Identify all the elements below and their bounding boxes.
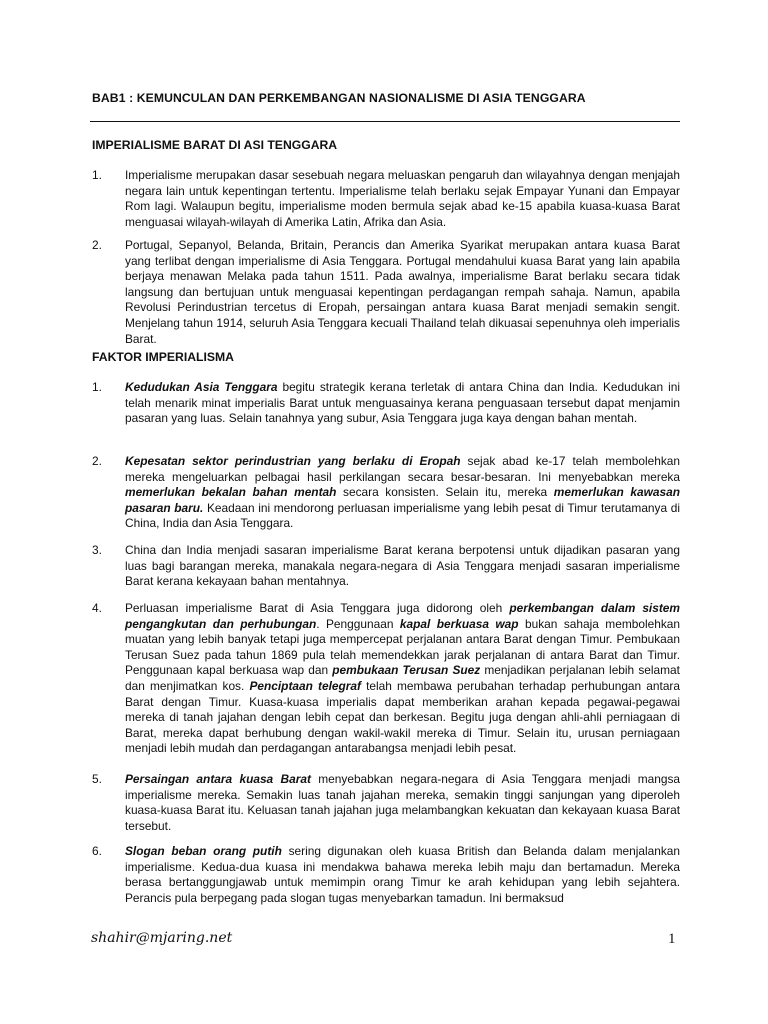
text-run: Perluasan imperialisme Barat di Asia Tenggara juga didorong oleh — [125, 601, 510, 615]
paragraph-text — [125, 168, 680, 230]
text-run: bukan sahaja membolehkan muatan yang lebih banyak tetapi juga mempercepat perjalanan antara Barat dengan Timur. Pembukaan Terusan Suez pada tahun 1869 pula telah memendekkan jarak perjalanan di antara Barat dan Timur. Penggunaan kapal berkuasa wap dan — [125, 616, 680, 678]
text-run: begitu strategik kerana terletak di antara China dan India. Kedudukan ini telah menarik minat imperialis Barat untuk menguasainya kerana penguasaan tersebut dapat menjamin pasaran yang luas. Selain tanahnya yang subur, Asia Tenggara juga kaya dengan bahan mentah. — [125, 380, 680, 426]
paragraph-imperialisme-1 — [92, 168, 680, 230]
item-number: 1. — [92, 168, 102, 182]
emphasized-term: Penciptaan telegraf — [249, 678, 361, 693]
item-number: 3. — [92, 543, 102, 557]
emphasized-term: memerlukan kawasan pasaran baru. — [125, 485, 680, 515]
text-run: sering digunakan oleh kuasa British dan Belanda dalam menjalankan imperialisme. Kedua-dua kuasa ini mendakwa bahawa mereka lebih maju dan bertamadun. Mereka berasa bertanggungjawab untuk memimpin orang Timur ke arah kehidupan yang lebih sejahtera. Perancis pula berpegang pada slogan tugas menyebarkan tamadun. Ini bermaksud — [125, 844, 680, 905]
paragraph-faktor-3 — [92, 543, 680, 590]
item-number: 4. — [92, 601, 102, 615]
text-run: Imperialisme merupakan dasar sesebuah negara meluaskan pengaruh dan wilayahnya dengan menjajah negara lain untuk kepentingan tertentu. Imperialisme telah berlaku sejak Empayar Yunani dan Empayar Rom lagi. Walaupun begitu, imperialisme moden bermula sejak abad ke-15 apabila kuasa-kuasa Barat menguasai wilayah-wilayah di Amerika Latin, Afrika dan Asia. — [125, 168, 680, 229]
paragraph-faktor-4 — [92, 601, 680, 757]
paragraph-text — [125, 543, 680, 590]
title-divider — [90, 121, 680, 122]
paragraph-faktor-1 — [92, 380, 680, 427]
paragraph-text — [125, 601, 680, 757]
emphasized-term: Kedudukan Asia Tenggara — [125, 380, 278, 394]
text-run: sejak abad ke-17 telah membolehkan mereka mengeluarkan pelbagai hasil perkilangan secara besar-besaran. Ini menyebabkan mereka — [125, 454, 680, 484]
paragraph-text — [125, 844, 680, 906]
document-title: BAB1 : KEMUNCULAN DAN PERKEMBANGAN NASIONALISME DI ASIA TENGGARA — [92, 91, 586, 105]
text-run: menyebabkan negara-negara di Asia Tenggara menjadi mangsa imperialisme mereka. Semakin luas tanah jajahan mereka, semakin tinggi sanjungan yang diperoleh kuasa-kuasa Barat itu. Keluasan tanah jajahan juga melambangkan kekuatan dan kekayaan kuasa Barat tersebut. — [125, 772, 681, 833]
paragraph-text — [125, 454, 680, 532]
text-run: menjadikan perjalanan lebih selamat dan menjimatkan kos. — [125, 663, 680, 693]
item-number: 1. — [92, 380, 102, 394]
emphasized-term: perkembangan dalam sistem pengangkutan dan perhubungan — [125, 601, 680, 631]
item-number: 5. — [92, 772, 102, 786]
emphasized-term: memerlukan bekalan bahan mentah — [125, 485, 337, 500]
paragraph-faktor-2 — [92, 454, 680, 532]
text-run: China dan India menjadi sasaran imperialisme Barat kerana berpotensi untuk dijadikan pasaran yang luas bagi barangan mereka, manakala negara-negara di Asia Tenggara menjadi sasaran imperialisme Barat kerana kekayaan bahan mentahnya. — [125, 543, 680, 589]
text-run: Keadaan ini mendorong perluasan imperialisme yang lebih pesat di Timur terutamanya di China, India dan Asia Tenggara. — [125, 500, 680, 531]
page-number: 1 — [668, 931, 676, 947]
paragraph-imperialisme-2 — [92, 238, 680, 347]
section-heading-imperialisme: IMPERIALISME BARAT DI ASI TENGGARA — [92, 138, 338, 152]
emphasized-term: Kepesatan sektor perindustrian yang berlaku di Eropah — [125, 454, 461, 468]
item-number: 6. — [92, 844, 102, 858]
item-number: 2. — [92, 454, 102, 468]
paragraph-text — [125, 238, 680, 347]
paragraph-faktor-6 — [92, 844, 680, 906]
text-run: . Penggunaan — [316, 616, 400, 631]
footer-email: shahir@mjaring.net — [91, 930, 233, 946]
section-heading-faktor: FAKTOR IMPERIALISMA — [92, 350, 234, 364]
paragraph-text — [125, 380, 680, 427]
text-run: Portugal, Sepanyol, Belanda, Britain, Perancis dan Amerika Syarikat merupakan antara kuasa Barat yang terlibat dengan imperialisme di Asia Tenggara. Portugal mendahului kuasa Barat yang lain apabila berjaya menawan Melaka pada tahun 1511. Pada awalnya, imperialisme Barat berlaku secara tidak langsung dan bertujuan untuk menguasai kepentingan perdagangan rempah sahaja. Namun, apabila Revolusi Perindustrian tercetus di Eropah, persaingan antara kuasa Barat menjadi semakin sengit. Menjelang tahun 1914, seluruh Asia Tenggara kecuali Thailand telah dikuasai sepenuhnya oleh imperialis Barat. — [125, 238, 680, 346]
emphasized-term: Persaingan antara kuasa Barat — [125, 772, 311, 786]
emphasized-term: pembukaan Terusan Suez — [332, 663, 481, 678]
text-run: telah membawa perubahan terhadap perhubungan antara Barat dengan Timur. Kuasa-kuasa imperialis dapat memberikan arahan kepada pegawai-pegawai mereka di tanah jajahan dengan lebih cepat dan berkesan. Begitu juga dengan ahli-ahli perniagaan di Barat, mereka dapat berhubung dengan wakil-wakil mereka di Timur. Selain itu, urusan perniagaan menjadi lebih mudah dan perdagangan antarabangsa menjadi lebih pesat. — [125, 678, 680, 756]
emphasized-term: Slogan beban orang putih — [125, 844, 282, 858]
item-number: 2. — [92, 238, 102, 252]
emphasized-term: kapal berkuasa wap — [399, 616, 519, 631]
text-run: secara konsisten. Selain itu, mereka — [336, 485, 554, 500]
paragraph-faktor-5 — [92, 772, 680, 834]
paragraph-text — [125, 772, 680, 834]
